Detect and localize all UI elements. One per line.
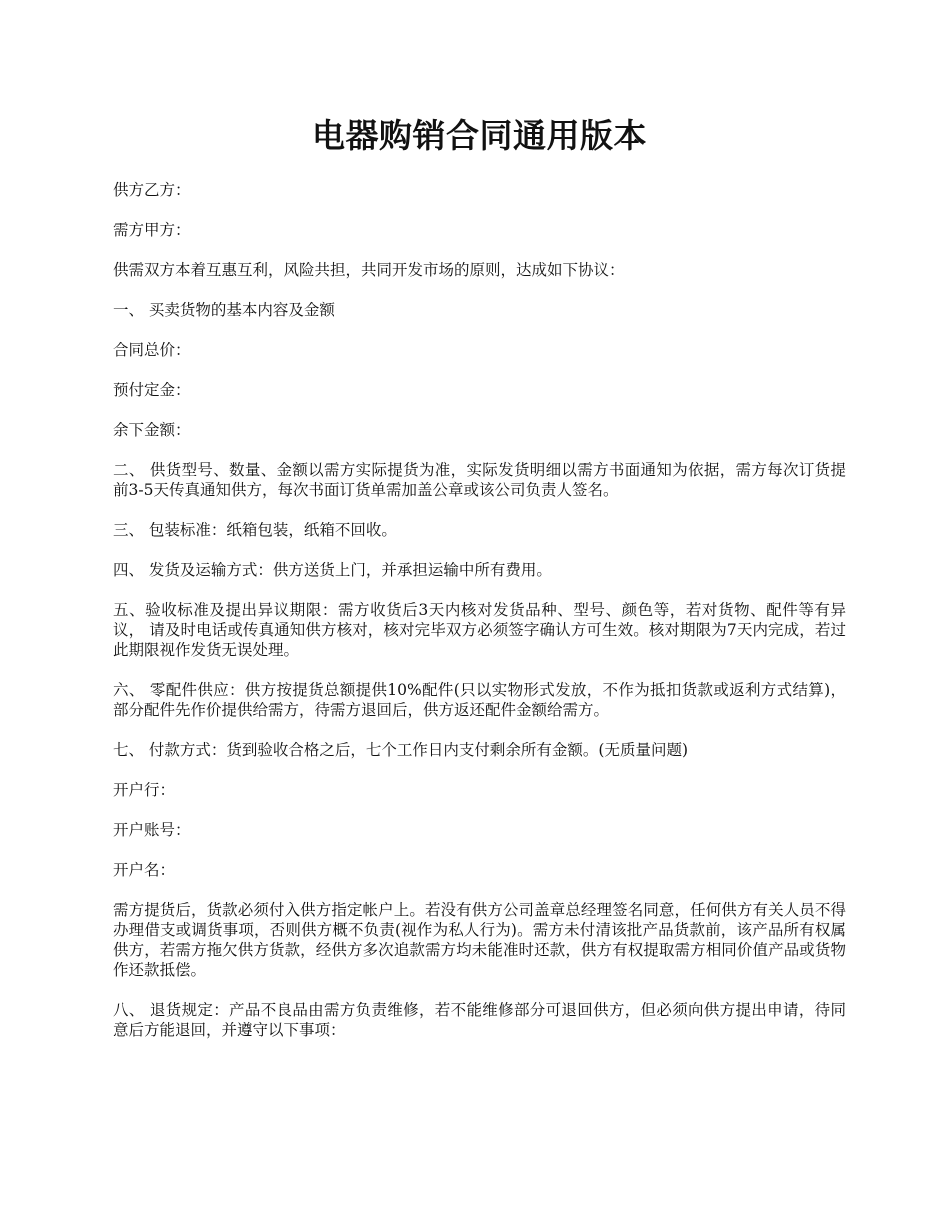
- paragraph-section-4: 四、 发货及运输方式：供方送货上门，并承担运输中所有费用。: [113, 561, 552, 579]
- paragraph-bank: 开户行：: [113, 781, 176, 799]
- paragraph-section-7: 七、 付款方式：货到验收合格之后，七个工作日内支付剩余所有金额。(无质量问题): [113, 741, 689, 759]
- paragraph-account-name: 开户名：: [113, 861, 176, 879]
- paragraph-buyer: 需方甲方：: [113, 221, 191, 239]
- paragraph-remaining-amount: 余下金额：: [113, 421, 191, 439]
- paragraph-section-3: 三、 包装标准：纸箱包装，纸箱不回收。: [113, 521, 397, 539]
- paragraph-section-8: 八、 退货规定：产品不良品由需方负责维修，若不能维修部分可退回供方，但必须向供方提出申请，待同意后方能退回，并遵守以下事项：: [113, 1001, 846, 1039]
- paragraph-preamble: 供需双方本着互惠互利，风险共担，共同开发市场的原则，达成如下协议：: [113, 261, 625, 279]
- paragraph-section-2: 二、 供货型号、数量、金额以需方实际提货为准，实际发货明细以需方书面通知为依据，需方每次订货提前3-5天传真通知供方，每次书面订货单需加盖公章或该公司负责人签名。: [113, 461, 846, 499]
- paragraph-account-number: 开户账号：: [113, 821, 191, 839]
- paragraph-payment-terms: 需方提货后，货款必须付入供方指定帐户上。若没有供方公司盖章总经理签名同意，任何供方有关人员不得办理借支或调货事项，否则供方概不负责(视作为私人行为)。需方未付清该批产品货款前，该产品所有权属供方，若需方拖欠供方货款，经供方多次追款需方均未能准时还款，供方有权提取需方相同价值产品或货物作还款抵偿。: [113, 901, 846, 979]
- paragraph-section-6: 六、 零配件供应：供方按提货总额提供10%配件(只以实物形式发放，不作为抵扣货款或返利方式结算)，部分配件先作价提供给需方，待需方退回后，供方返还配件金额给需方。: [113, 681, 846, 719]
- document-title: 电器购销合同通用版本: [312, 116, 647, 155]
- paragraph-section-1: 一、 买卖货物的基本内容及金额: [113, 301, 335, 319]
- paragraph-total-price: 合同总价：: [113, 341, 191, 359]
- paragraph-section-5: 五、验收标准及提出异议期限：需方收货后3天内核对发货品种、型号、颜色等，若对货物、配件等有异议， 请及时电话或传真通知供方核对，核对完毕双方必须签字确认方可生效。核对期限为7天内完成，若过此期限视作发货无误处理。: [113, 601, 846, 659]
- paragraph-supplier: 供方乙方：: [113, 181, 191, 199]
- paragraph-deposit: 预付定金：: [113, 381, 191, 399]
